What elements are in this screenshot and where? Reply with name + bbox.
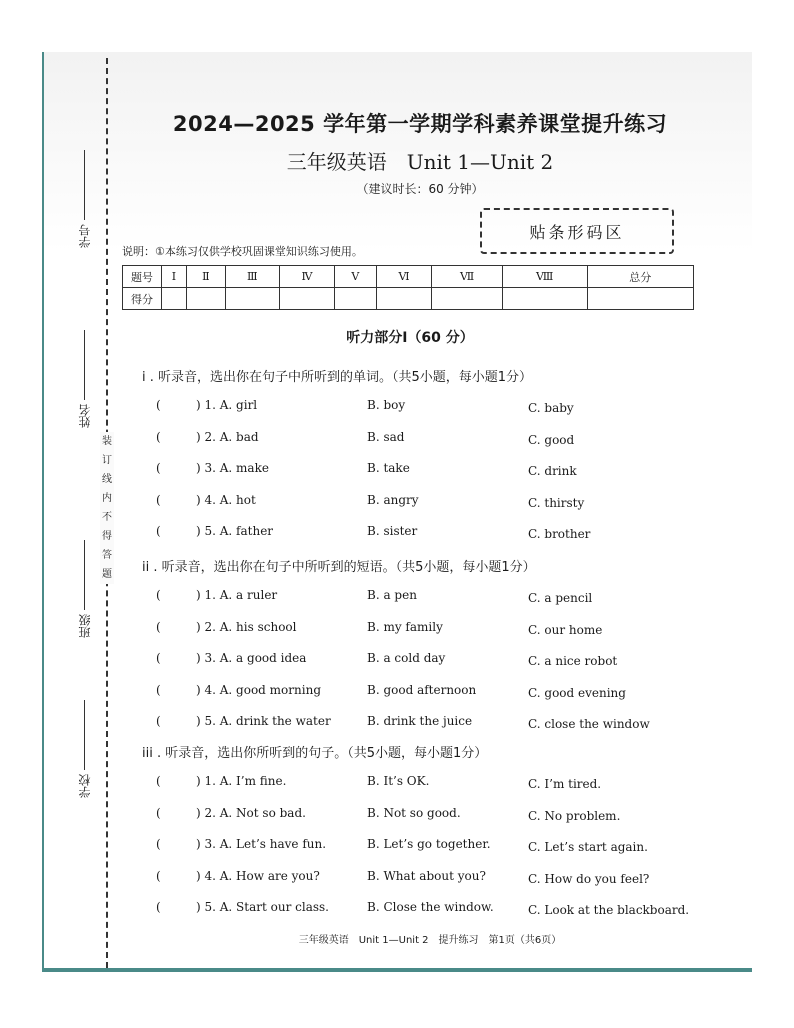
answer-blank[interactable]: (	[156, 774, 161, 788]
class-line	[84, 540, 85, 610]
name-label	[76, 330, 93, 428]
answer-blank[interactable]: (	[156, 492, 161, 507]
option-a: ) 2. A. his school	[196, 619, 297, 634]
answer-blank[interactable]: (	[156, 398, 161, 412]
option-a: ) 3. A. make	[196, 461, 269, 475]
option-c: C. brother	[528, 527, 591, 541]
option-b: B. drink the juice	[367, 714, 473, 728]
question-row	[156, 398, 686, 416]
question-row	[156, 588, 686, 606]
answer-blank[interactable]: (	[156, 461, 161, 475]
student-id-line	[84, 150, 85, 220]
binding-note-char: 线	[102, 474, 112, 485]
option-a: ) 5. A. drink the water	[196, 714, 331, 728]
school-line	[84, 700, 85, 770]
score-col-total: 总分	[587, 266, 693, 288]
option-b: B. What about you?	[367, 868, 486, 883]
duration-text: （建议时长：60 分钟）	[356, 182, 484, 196]
option-a: ) 2. A. bad	[196, 429, 259, 444]
score-table-row2-label: 得分	[123, 288, 162, 310]
option-c: C. a nice robot	[528, 654, 618, 668]
option-b: B. Let’s go together.	[367, 837, 491, 851]
option-b: B. It’s OK.	[367, 774, 430, 788]
answer-blank[interactable]: (	[156, 900, 161, 914]
question-row	[156, 683, 686, 701]
school-text: 学校	[78, 774, 92, 798]
option-a: ) 4. A. good morning	[196, 682, 321, 697]
answer-blank[interactable]: (	[156, 588, 161, 602]
question-row	[156, 620, 686, 638]
score-cell[interactable]	[162, 288, 187, 310]
score-col: Ⅲ	[226, 266, 280, 288]
option-b: B. Not so good.	[367, 805, 461, 820]
question-row	[156, 900, 690, 918]
binding-note-char: 题	[102, 569, 112, 580]
option-c: C. How do you feel?	[528, 871, 650, 886]
answer-blank[interactable]: (	[156, 682, 161, 697]
option-a: ) 5. A. father	[196, 524, 274, 538]
option-b: B. take	[367, 461, 410, 475]
option-c: C. Let’s start again.	[528, 840, 648, 854]
part-title: 听力部分Ⅰ（60 分）	[346, 330, 474, 346]
option-c: C. drink	[528, 464, 577, 478]
score-table-row1-label: 题号	[123, 266, 162, 288]
score-col: Ⅰ	[162, 266, 187, 288]
question-row	[156, 837, 686, 855]
question-row	[156, 524, 686, 542]
answer-blank[interactable]: (	[156, 524, 161, 538]
option-b: B. sad	[367, 429, 405, 444]
binding-note-char: 内	[102, 493, 112, 504]
score-cell-total[interactable]	[587, 288, 693, 310]
option-b: B. a pen	[367, 588, 417, 602]
score-cell[interactable]	[279, 288, 335, 310]
option-b: B. Close the window.	[367, 900, 494, 914]
option-c: C. a pencil	[528, 591, 593, 605]
score-table-header-row	[123, 266, 694, 288]
school-label	[76, 700, 93, 798]
binding-note-char: 装	[102, 436, 112, 447]
page-footer: 三年级英语 Unit 1—Unit 2 提升练习 第1页（共6页）	[298, 935, 562, 946]
answer-blank[interactable]: (	[156, 868, 161, 883]
option-b: B. a cold day	[367, 651, 446, 665]
binding-note-char: 得	[102, 531, 112, 542]
option-a: ) 2. A. Not so bad.	[196, 805, 306, 820]
option-a: ) 4. A. How are you?	[196, 868, 320, 883]
instruction-note: 说明：①本练习仅供学校巩固课堂知识练习使用。	[122, 245, 363, 258]
option-b: B. boy	[367, 398, 406, 412]
answer-blank[interactable]: (	[156, 837, 161, 851]
option-c: C. good evening	[528, 685, 626, 700]
question-row	[156, 774, 686, 792]
option-a: ) 4. A. hot	[196, 492, 256, 507]
option-c: C. I’m tired.	[528, 777, 602, 791]
score-cell[interactable]	[432, 288, 502, 310]
answer-blank[interactable]: (	[156, 619, 161, 634]
option-c: C. Look at the blackboard.	[528, 903, 690, 917]
binding-note-char: 订	[102, 455, 112, 466]
question-row	[156, 461, 686, 479]
option-c: C. good	[528, 432, 575, 447]
section-title: ii . 听录音，选出你在句子中所听到的短语。（共5小题，每小题1分）	[142, 560, 536, 575]
answer-blank[interactable]: (	[156, 651, 161, 665]
option-a: ) 3. A. Let’s have fun.	[196, 837, 327, 851]
score-cell[interactable]	[335, 288, 376, 310]
answer-blank[interactable]: (	[156, 429, 161, 444]
option-a: ) 1. A. I’m fine.	[196, 774, 287, 788]
section-title: i . 听录音，选出你在句子中所听到的单词。（共5小题，每小题1分）	[142, 370, 533, 385]
option-b: B. my family	[367, 619, 443, 634]
binding-note-char: 不	[102, 512, 112, 523]
score-col: Ⅶ	[432, 266, 502, 288]
question-row	[156, 493, 686, 511]
option-b: B. good afternoon	[367, 682, 477, 697]
option-b: B. sister	[367, 524, 418, 538]
name-text: 姓名	[78, 404, 92, 428]
question-row	[156, 651, 686, 669]
score-col: Ⅱ	[186, 266, 225, 288]
score-cell[interactable]	[226, 288, 280, 310]
score-col: Ⅵ	[376, 266, 432, 288]
name-line	[84, 330, 85, 400]
page-title: 2024—2025 学年第一学期学科素养课堂提升练习	[172, 112, 668, 136]
option-c: C. our home	[528, 622, 603, 637]
question-row	[156, 430, 686, 448]
score-cell[interactable]	[502, 288, 587, 310]
score-cell[interactable]	[376, 288, 432, 310]
score-table-score-row	[123, 288, 694, 310]
question-row	[156, 869, 686, 887]
binding-note	[100, 432, 114, 584]
score-col: Ⅳ	[279, 266, 335, 288]
option-a: ) 3. A. a good idea	[196, 651, 307, 665]
option-c: C. No problem.	[528, 808, 621, 823]
barcode-area: 贴条形码区	[480, 208, 674, 254]
option-a: ) 1. A. girl	[196, 398, 258, 412]
score-cell[interactable]	[186, 288, 225, 310]
binding-note-char: 答	[102, 550, 112, 561]
section-title: iii . 听录音，选出你所听到的句子。（共5小题，每小题1分）	[142, 746, 488, 761]
score-col: Ⅴ	[335, 266, 376, 288]
answer-blank[interactable]: (	[156, 805, 161, 820]
option-a: ) 5. A. Start our class.	[196, 900, 329, 914]
student-id-text: 学号	[78, 224, 92, 248]
option-b: B. angry	[367, 492, 419, 507]
option-c: C. baby	[528, 401, 574, 415]
option-c: C. close the window	[528, 717, 650, 731]
student-id-label	[76, 150, 93, 248]
option-a: ) 1. A. a ruler	[196, 588, 278, 602]
question-row	[156, 806, 686, 824]
score-col: Ⅷ	[502, 266, 587, 288]
class-text: 班级	[78, 614, 92, 638]
class-label	[76, 540, 93, 638]
question-row	[156, 714, 686, 732]
option-c: C. thirsty	[528, 495, 585, 510]
page-subtitle: 三年级英语 Unit 1—Unit 2	[286, 150, 554, 174]
score-table	[122, 265, 694, 310]
answer-blank[interactable]: (	[156, 714, 161, 728]
